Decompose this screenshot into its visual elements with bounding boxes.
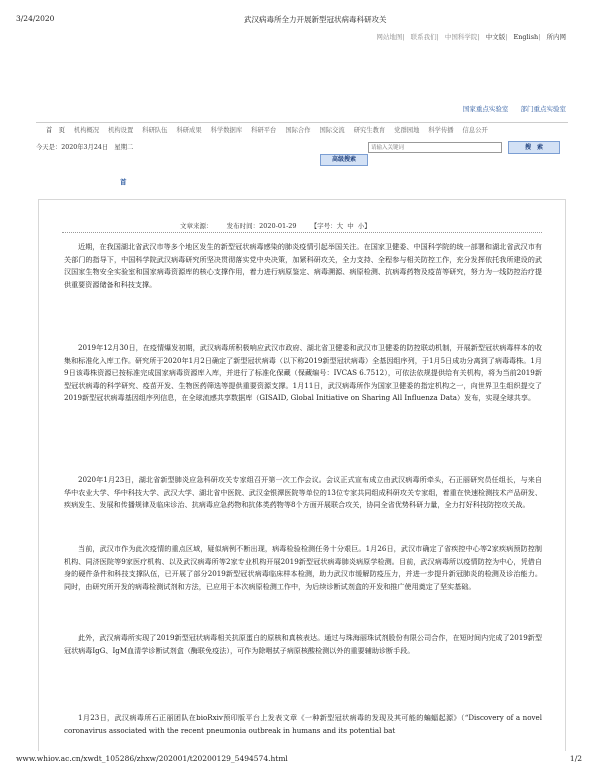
divider bbox=[62, 232, 542, 233]
lab-links bbox=[453, 104, 566, 113]
article-date: 发布时间：2020-01-29 bbox=[226, 222, 297, 230]
nav-outreach[interactable]: 科学传播 bbox=[428, 126, 454, 134]
nav-departments[interactable]: 机构设置 bbox=[108, 126, 134, 134]
nav-cooperation[interactable]: 国际合作 bbox=[285, 126, 311, 134]
link-national-lab[interactable]: 国家重点实验室 bbox=[462, 105, 509, 113]
paragraph-3: 2020年1月23日，湖北省新型肺炎应急科研攻关专家组召开第一次工作会议。会议正式宣布成立由武汉病毒所牵头，石正丽研究员任组长，与来自华中农业大学、华中科技大学、武汉大学、湖北省中医院、武汉金银潭医院等单位的13位专家共同组成科研攻关专家组，着重在快速检测技术产品研发、疾病发生、发展和传播规律及临床诊治、抗病毒应急药物和抗体类药物等8个方面开展联合攻关，协同全省优势科研力量，全力打好科技防控攻关战。 bbox=[64, 475, 542, 509]
nav-home[interactable]: 首 页 bbox=[46, 126, 65, 134]
paragraph-4: 当前，武汉市作为此次疫情的重点区域，疑似病例不断出现，病毒检验检测任务十分艰巨。1月26日，武汉市确定了省疾控中心等2家疾病预防控制机构、同济医院等9家医疗机构、以及武汉病毒所等2家专业机构开展2019新型冠状病毒肺炎病原学检测。目前，武汉病毒所以疫情防控为中心，凭借自身的硬件条件和科技支撑队伍，已开展了部分2019新型冠状病毒临床样本检测，助力武汉市缓解防疫压力，并进一步提升新冠肺炎的检测及诊治能力。同时，由研究所开发的病毒检测试剂和方法，已应用于本次病原检测工作中，为后续诊断试剂盒的开发和推广使用奠定了坚实基础。 bbox=[64, 544, 542, 591]
search-button[interactable]: 搜 索 bbox=[508, 141, 560, 154]
print-page-number: 1/2 bbox=[569, 754, 582, 763]
nav-disclosure[interactable]: 信息公开 bbox=[462, 126, 488, 134]
date-line: 今天是：2020年3月24日 星期二 bbox=[36, 144, 134, 151]
print-header bbox=[0, 14, 600, 28]
article-source: 文章来源： bbox=[180, 222, 213, 230]
link-sitemap[interactable]: 网站地图 bbox=[376, 33, 403, 41]
font-size-control[interactable]: 【字号：大 中 小】 bbox=[310, 222, 371, 230]
breadcrumb[interactable]: 首 bbox=[120, 178, 127, 186]
nav-education[interactable]: 研究生教育 bbox=[353, 126, 386, 134]
link-chinese[interactable]: 中文版 bbox=[485, 33, 506, 41]
nav-database[interactable]: 科学数据库 bbox=[210, 126, 243, 134]
link-english[interactable]: English bbox=[513, 33, 539, 41]
nav-team[interactable]: 科研队伍 bbox=[142, 126, 168, 134]
print-url: www.whiov.ac.cn/xwdt_105286/zhxw/202001/t20200129_5494574.html bbox=[16, 754, 288, 763]
advanced-search-button[interactable]: 高级搜索 bbox=[320, 154, 368, 166]
link-dept-lab[interactable]: 部门重点实验室 bbox=[520, 105, 566, 113]
link-cas[interactable]: 中国科学院 bbox=[444, 33, 478, 41]
paragraph-2: 2019年12月30日，在疫情爆发初期，武汉病毒所积极响应武汉市政府、湖北省卫健委和武汉市卫健委的防控联动机制，开展新型冠状病毒样本的收集和标准化入库工作。研究所于2020年1月2日确定了新型冠状病毒（以下称2019新型冠状病毒）全基因组序列，于1月5日成功分离到了病毒毒株。1月9日该毒株资源已按标准完成国家病毒资源库入库，并进行了标准化保藏（保藏编号：IVCAS 6.7512），可依法依规提供给有关机构，将为当前2019新型冠状病毒的科学研究、疫苗开发、生物医药筛选等提供重要资源支撑。1月11日，武汉病毒所作为国家卫健委的指定机构之一，向世界卫生组织提交了2019新型冠状病毒基因组序列信息，在全球流感共享数据库（GISAID, Global Initiative on Sharing All Influenza Data）发布，实现全球共享。 bbox=[64, 343, 542, 402]
print-date: 3/24/2020 bbox=[16, 14, 55, 23]
nav-party[interactable]: 党群园地 bbox=[394, 126, 420, 134]
paragraph-6: 1月23日，武汉病毒所石正丽团队在bioRxiv预印版平台上发表文章《一种新型冠状病毒的发现及其可能的蝙蝠起源》（“Discovery of a novel coronavirus associated with the recent pneumonia outbreak in humans and its potential bat bbox=[64, 713, 542, 735]
top-links: 网站地图| 联系我们| 中国科学院| 中文版| English| 所内网 bbox=[376, 33, 566, 41]
link-contact[interactable]: 联系我们 bbox=[410, 33, 437, 41]
paragraph-5: 此外，武汉病毒所实现了2019新型冠状病毒相关抗原蛋白的原核和真核表达。通过与珠海丽珠试剂股份有限公司合作，在短时间内完成了2019新型冠状病毒IgG、IgM血清学诊断试剂盒（酶联免疫法），可作为除咽拭子病原核酸检测以外的重要辅助诊断手段。 bbox=[64, 633, 542, 655]
nav-achievements[interactable]: 科研成果 bbox=[176, 126, 202, 134]
search-input[interactable] bbox=[368, 142, 502, 153]
nav-platform[interactable]: 科研平台 bbox=[251, 126, 277, 134]
article-meta bbox=[180, 221, 381, 230]
search-row bbox=[368, 141, 560, 154]
paragraph-1: 近期，在我国湖北省武汉市等多个地区发生的新型冠状病毒感染的肺炎疫情引起举国关注。在国家卫健委、中国科学院的统一部署和湖北省武汉市有关部门的指导下，中国科学院武汉病毒研究所坚决贯彻落实党中央决策，加紧科研攻关，全力支持、全程参与相关防控工作，充分发挥依托我所建设的武汉国家生物安全实验室和国家病毒资源库的核心支撑作用，着力进行病原鉴定、病毒溯源、病原检测、抗病毒药物及疫苗等研究，努力为一线防控治疗提供重要资源储备和科技支撑。 bbox=[64, 242, 542, 289]
link-intranet[interactable]: 所内网 bbox=[546, 33, 566, 41]
nav-overview[interactable]: 机构概况 bbox=[73, 126, 100, 134]
nav-exchange[interactable]: 国际交流 bbox=[319, 126, 345, 134]
main-nav bbox=[36, 122, 568, 135]
print-title: 武汉病毒所全力开展新型冠状病毒科研攻关 bbox=[244, 15, 387, 24]
